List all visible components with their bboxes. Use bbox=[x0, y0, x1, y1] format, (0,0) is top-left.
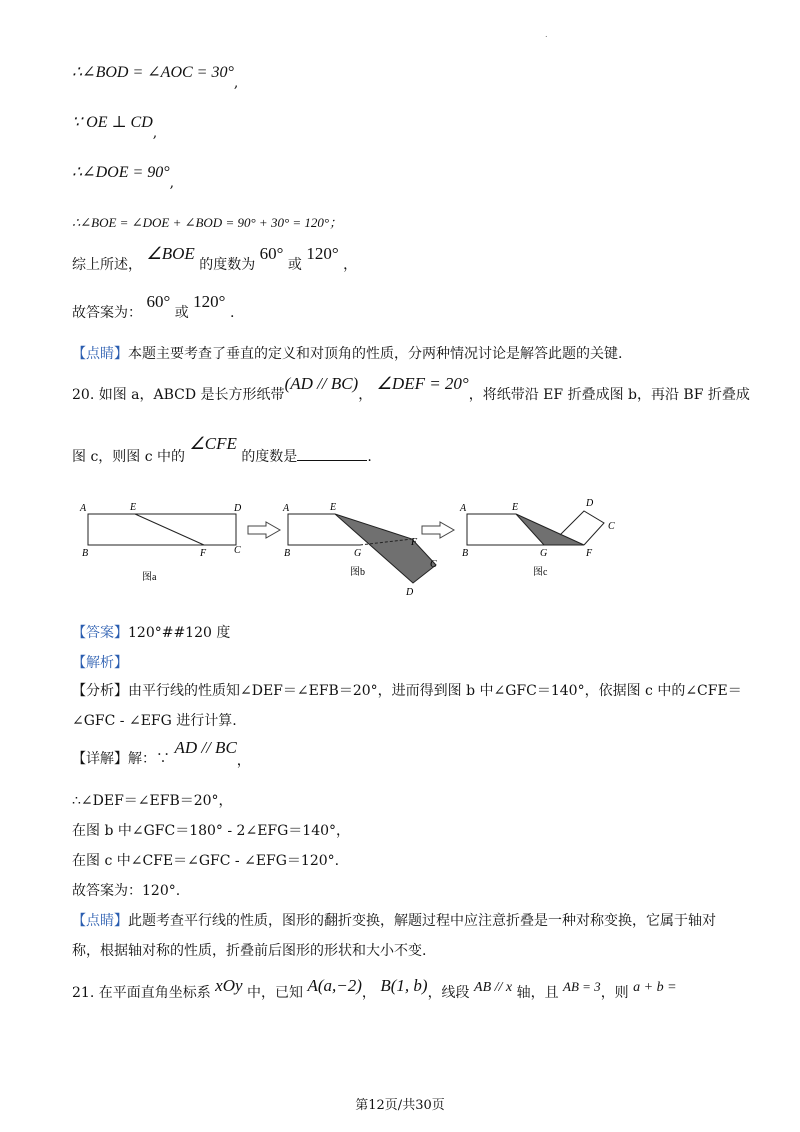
figure-a bbox=[79, 502, 242, 583]
line-4 bbox=[72, 212, 342, 231]
label-a-B: B bbox=[82, 548, 89, 559]
folding-figure bbox=[72, 495, 632, 605]
figure-b bbox=[282, 502, 437, 598]
header-mark: . bbox=[545, 30, 548, 39]
label-b-B: B bbox=[284, 548, 291, 559]
question-21: 21. 在平面直角坐标系 xOy 中，已知 A(a,−2)， B(1, b)，线段 AB // x 轴，且 AB = 3，则 a + b = bbox=[72, 976, 677, 1001]
caption-b: 图b bbox=[350, 567, 365, 578]
detail-step-1: ∴∠DEF＝∠EFB＝20°， bbox=[72, 793, 233, 809]
line-4-math: ∴∠BOE = ∠DOE + ∠BOD = 90° + 30° = 120°； bbox=[72, 215, 343, 230]
label-b-F: F bbox=[411, 537, 418, 548]
line-2-math: ∵ OE ⊥ CD bbox=[72, 114, 153, 131]
arrow-2 bbox=[422, 522, 454, 538]
label-c-B: B bbox=[462, 548, 469, 559]
arrow-1 bbox=[248, 522, 280, 538]
detail-tag: 【详解】 bbox=[72, 751, 128, 767]
label-c-G: G bbox=[540, 548, 548, 559]
answer-line bbox=[72, 622, 230, 642]
fenxi-tag: 【分析】 bbox=[72, 683, 128, 699]
detail-step-4: 故答案为：120°. bbox=[72, 883, 181, 899]
detail-step-3: 在图 c 中∠CFE＝∠GFC - ∠EFG＝120°. bbox=[72, 853, 340, 869]
line-6: 故答案为： 60° 或 120° . bbox=[72, 292, 235, 321]
detail-step-2: 在图 b 中∠GFC＝180° - 2∠EFG＝140°， bbox=[72, 823, 351, 839]
folded-part-c bbox=[516, 514, 584, 545]
fenxi-line-2: ∠GFC - ∠EFG 进行计算. bbox=[72, 713, 237, 729]
label-b-C: C bbox=[430, 559, 437, 570]
dianjing-tag: 【点睛】 bbox=[72, 346, 128, 362]
label-a-D: D bbox=[234, 503, 242, 514]
dianjing-2-tag: 【点睛】 bbox=[72, 913, 128, 929]
label-c-F: F bbox=[586, 548, 593, 559]
label-a-E: E bbox=[130, 502, 137, 513]
rect-abcd bbox=[88, 514, 236, 545]
dianjing-1: 【点睛】本题主要考查了垂直的定义和对顶角的性质，分两种情况讨论是解答此题的关键. bbox=[72, 346, 623, 362]
answer-blank[interactable] bbox=[297, 448, 367, 461]
line-5: 综上所述， ∠BOE 的度数为 60° 或 120° ， bbox=[72, 244, 358, 273]
line-1-math: ∴∠BOD = ∠AOC = 30° bbox=[72, 64, 234, 81]
question-20-line-1: 20. 如图 a，ABCD 是长方形纸带(AD // BC)， ∠DEF = 20°，将纸带沿 EF 折叠成图 b，再沿 BF 折叠成 bbox=[72, 374, 750, 403]
line-3: ∴∠DOE = 90°, bbox=[72, 164, 175, 191]
label-c-C: C bbox=[608, 521, 615, 532]
line-1: ∴∠BOD = ∠AOC = 30°, bbox=[72, 64, 239, 91]
label-b-E: E bbox=[330, 502, 337, 513]
label-a-A: A bbox=[80, 503, 87, 514]
caption-a: 图a bbox=[142, 572, 157, 583]
label-c-A: A bbox=[460, 503, 467, 514]
analysis-tag: 【解析】 bbox=[72, 655, 128, 671]
fenxi-line-1: 【分析】由平行线的性质知∠DEF＝∠EFB＝20°，进而得到图 b 中∠GFC＝140°，依据图 c 中的∠CFE＝ bbox=[72, 683, 742, 699]
question-20-line-2: 图 c，则图 c 中的 ∠CFE 的度数是 . bbox=[72, 434, 372, 465]
figure-c bbox=[459, 498, 615, 578]
analysis-line bbox=[72, 652, 128, 672]
page-footer: 第12页/共30页 bbox=[355, 1098, 445, 1113]
label-c-D: D bbox=[586, 498, 594, 509]
caption-c: 图c bbox=[533, 567, 548, 578]
detail-line-1: 【详解】解：∵ AD // BC， bbox=[72, 738, 251, 769]
label-b-G: G bbox=[354, 548, 362, 559]
label-b-D: D bbox=[406, 587, 414, 598]
dianjing-2-line-1: 【点睛】此题考查平行线的性质，图形的翻折变换，解题过程中应注意折叠是一种对称变换，它属于轴对 bbox=[72, 913, 716, 929]
label-b-A: A bbox=[283, 503, 290, 514]
answer-tag: 【答案】 bbox=[72, 625, 128, 641]
dianjing-2-line-2: 称，根据轴对称的性质，折叠前后图形的形状和大小不变. bbox=[72, 943, 427, 959]
fold-line-ef bbox=[135, 514, 204, 545]
label-c-E: E bbox=[512, 502, 519, 513]
line-2: ∵ OE ⊥ CD, bbox=[72, 114, 158, 141]
label-a-F: F bbox=[200, 548, 207, 559]
answer-text: 120°##120 度 bbox=[128, 625, 231, 641]
label-a-C: C bbox=[234, 545, 241, 556]
line-3-math: ∴∠DOE = 90° bbox=[72, 164, 170, 181]
